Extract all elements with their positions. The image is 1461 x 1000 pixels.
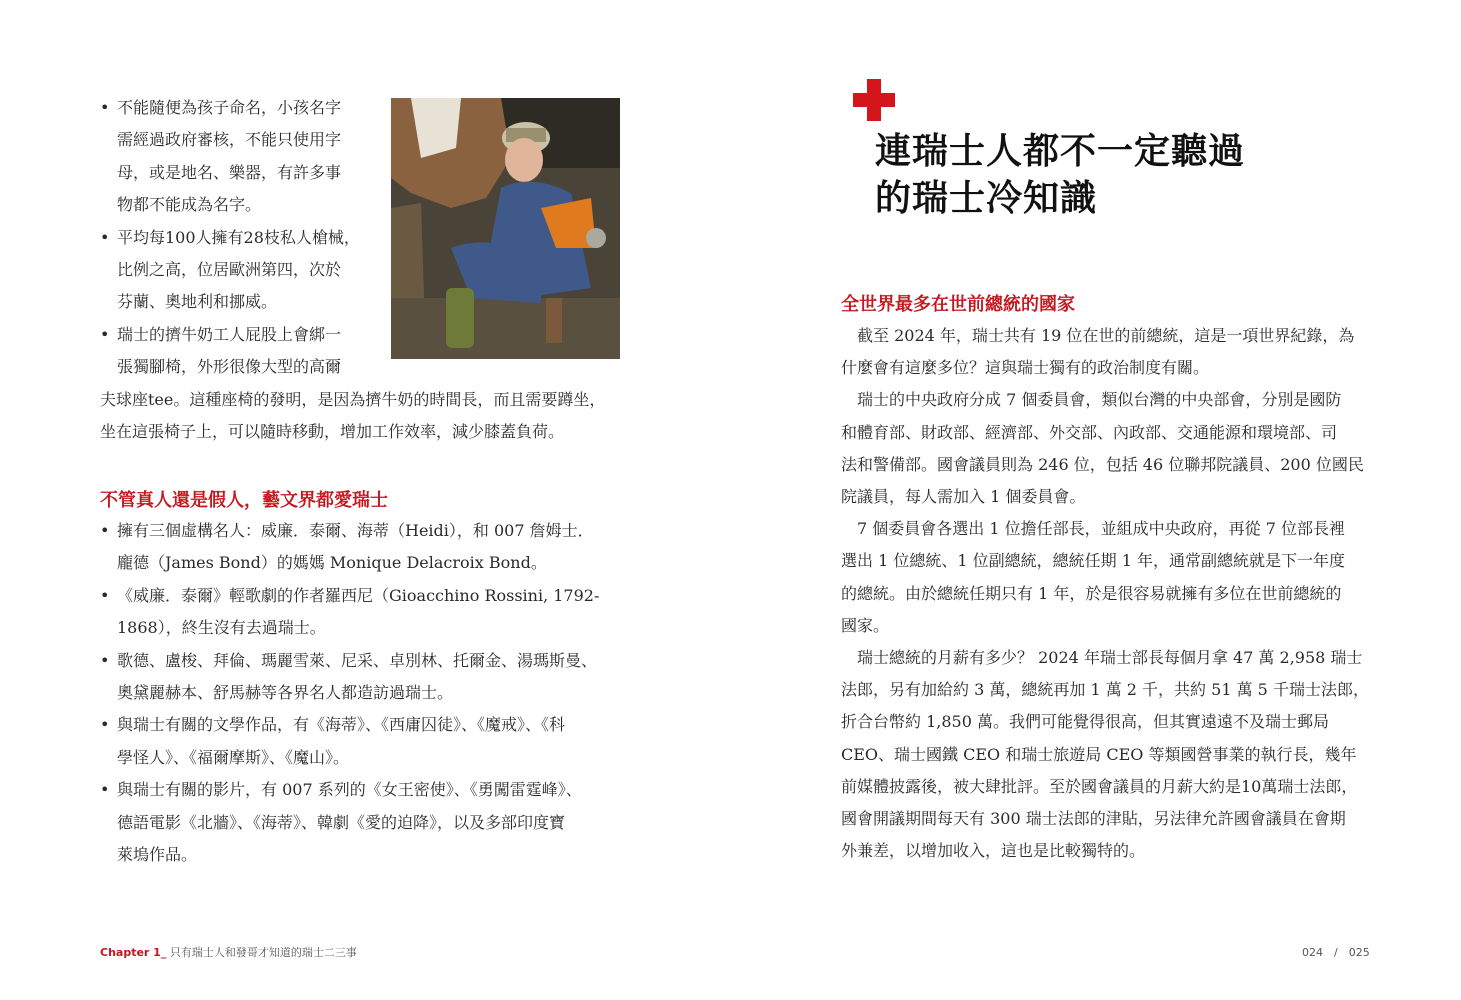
left-page bbox=[0, 0, 730, 1000]
list-item: • 瑞士的擠牛奶工人屁股上會綁一 張獨腳椅，外形很像大型的高爾 夫球座tee。這種座椅的發明，是因為擠牛奶的時間長，而且需要蹲坐， 坐在這張椅子上，可以隨時移動，增加工作效率，減少膝蓋負荷。 bbox=[100, 319, 647, 449]
list-item: • 平均每100人擁有28枝私人槍械， 比例之高，位居歐洲第四，次於 芬蘭、奧地利和挪威。 bbox=[100, 222, 365, 319]
paragraph: 瑞士的中央政府分成 7 個委員會，類似台灣的中央部會，分別是國防 和體育部、財政部、經濟部、外交部、內政部、交通能源和環境部、司 法和警備部。國會議員則為 246 位，包括 46 位聯邦院議員、200 位國民 院議員，每人需加入 1 個委員會。 bbox=[841, 390, 1364, 507]
article-body bbox=[841, 320, 1371, 867]
arts-bullet-list bbox=[100, 515, 630, 871]
paragraph: 7 個委員會各選出 1 位擔任部長，並組成中央政府，再從 7 位部長裡 選出 1 位總統、1 位副總統，總統任期 1 年，通常副總統就是下一年度 的總統。由於總統任期只有 1 年，於是很容易就擁有多位在世前總統的 國家。 bbox=[841, 519, 1345, 635]
photo-milking-stool bbox=[391, 98, 620, 359]
paragraph: 截至 2024 年，瑞士共有 19 位在世的前總統，這是一項世界紀錄，為 什麼會有這麼多位？這與瑞士獨有的政治制度有關。 bbox=[841, 326, 1355, 378]
intro-bullet-list bbox=[100, 92, 606, 448]
chapter-title: 只有瑞士人和發哥才知道的瑞士二三事 bbox=[169, 946, 357, 959]
swiss-cross-icon bbox=[853, 79, 895, 121]
list-item: • 歌德、盧梭、拜倫、瑪麗雪萊、尼采、卓別林、托爾金、湯瑪斯曼、 奧黛麗赫本、舒馬赫等各界名人都造訪過瑞士。 bbox=[100, 645, 630, 710]
paragraph: 瑞士總統的月薪有多少？ 2024 年瑞士部長每個月拿 47 萬 2,958 瑞士 法郎，另有加給約 3 萬，總統再加 1 萬 2 千，共約 51 萬 5 千瑞士法郎， 折合台幣約 1,850 萬。我們可能覺得很高，但其實遠遠不及瑞士郵局 CEO、瑞士國鐵 CEO 和瑞士旅遊局 CEO 等類國營事業的執行長，幾年 前媒體披露後，被大肆批評。至於國會議員的月薪大約是10萬瑞士法郎， 國會開議期間每天有 300 瑞士法郎的津貼，另法律允許國會議員在會期 外兼差，以增加收入，這也是比較獨特的。 bbox=[841, 648, 1369, 861]
chapter-label: Chapter 1_ bbox=[100, 946, 167, 959]
page-numbers: 024 / 025 bbox=[1302, 946, 1370, 959]
page-title: 連瑞士人都不一定聽過 的瑞士冷知識 bbox=[875, 131, 1246, 219]
list-item: • 《威廉．泰爾》輕歌劇的作者羅西尼（Gioacchino Rossini, 1792- 1868），終生沒有去過瑞士。 bbox=[100, 580, 630, 645]
section-heading-arts: 不管真人還是假人，藝文界都愛瑞士 bbox=[100, 490, 388, 511]
section-heading-presidents: 全世界最多在世前總統的國家 bbox=[841, 294, 1075, 315]
list-item: • 不能隨便為孩子命名，小孩名字 需經過政府審核，不能只使用字 母，或是地名、樂器，有許多事 物都不能成為名字。 bbox=[100, 92, 365, 222]
list-item: • 擁有三個虛構名人：威廉．泰爾、海蒂（Heidi），和 007 詹姆士． 龐德（James Bond）的媽媽 Monique Delacroix Bond。 bbox=[100, 515, 630, 580]
list-item: • 與瑞士有關的文學作品，有《海蒂》、《西庸囚徒》、《魔戒》、《科 學怪人》、《福爾摩斯》、《魔山》。 bbox=[100, 709, 630, 774]
photo-illustration bbox=[391, 98, 620, 359]
list-item: • 與瑞士有關的影片，有 007 系列的《女王密使》、《勇闖雷霆峰》、 德語電影《北牆》、《海蒂》、韓劇《愛的迫降》，以及多部印度寶 萊塢作品。 bbox=[100, 774, 630, 871]
footer-chapter bbox=[100, 944, 357, 960]
